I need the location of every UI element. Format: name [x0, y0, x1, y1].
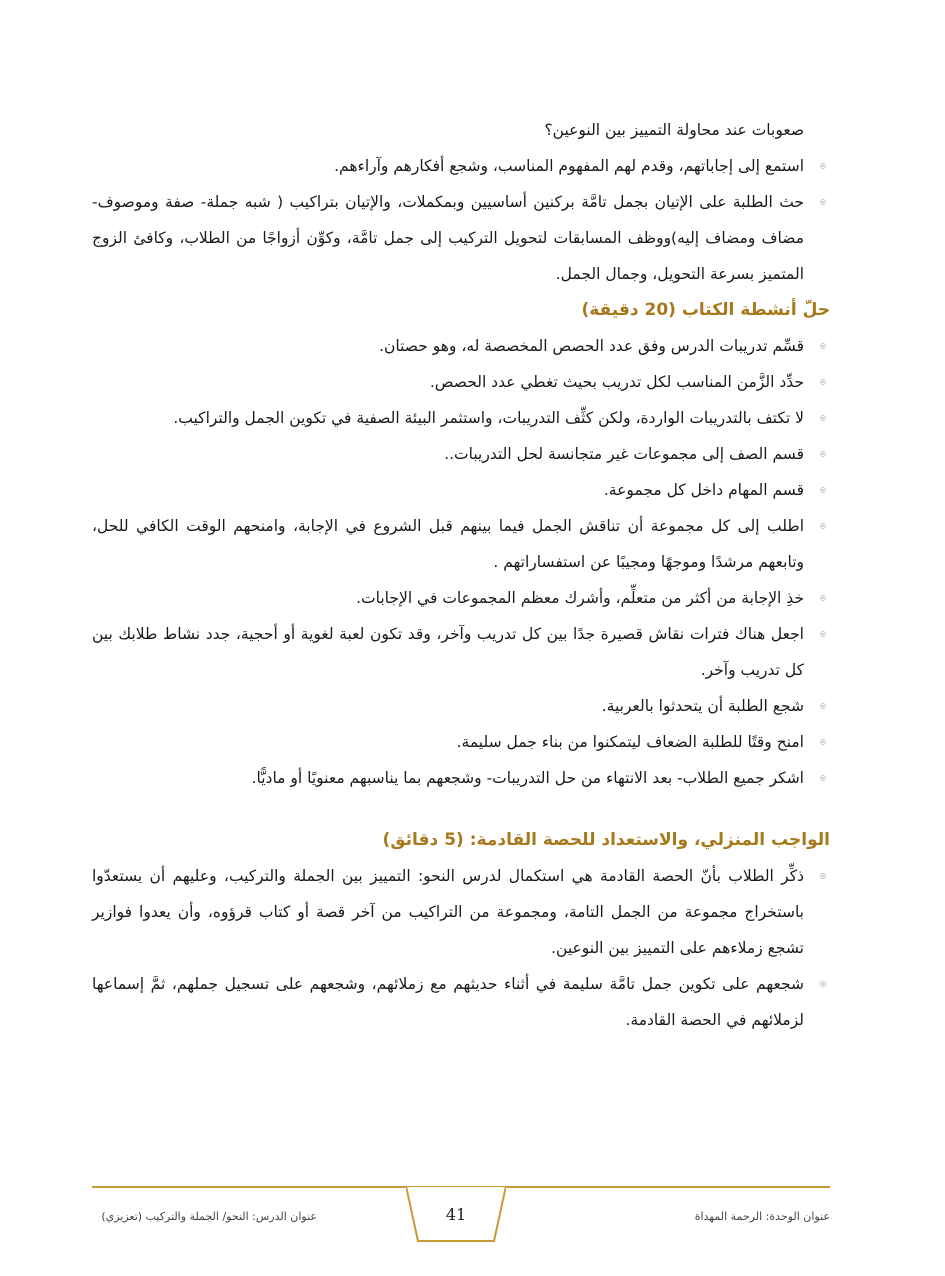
list-item: شجعهم على تكوين جمل تامَّة سليمة في أثناء حديثهم مع زملائهم، وشجعهم على تسجيل جملهم، ثمَّ إسماعها لزملائهم في الحصة القادمة.	[92, 966, 830, 1038]
bullet-icon	[820, 343, 826, 349]
list-item: اجعل هناك فترات نقاش قصيرة جدًا بين كل تدريب وآخر، وقد تكون لعبة لغوية أو أحجية، جدد نشاط طلابك بين كل تدريب وآخر.	[92, 616, 830, 688]
list-item: حدِّد الزَّمن المناسب لكل تدريب بحيث تغطي عدد الحصص.	[92, 364, 830, 400]
bullet-icon	[820, 415, 826, 421]
list-item: شجع الطلبة أن يتحدثوا بالعربية.	[92, 688, 830, 724]
unit-title: عنوان الوحدة: الرحمة المهداة	[694, 1210, 830, 1223]
bullet-icon	[820, 873, 826, 879]
intro-line: صعوبات عند محاولة التمييز بين النوعين؟	[544, 121, 804, 139]
homework-list	[92, 858, 830, 1038]
bullet-icon	[820, 703, 826, 709]
list-item: خذِ الإجابة من أكثر من متعلِّم، وأشرك معظم المجموعات في الإجابات.	[92, 580, 830, 616]
list-item: اشكر جميع الطلاب- بعد الانتهاء من حل التدريبات- وشجعهم بما يناسبهم معنويًا أو ماديًّا.	[92, 760, 830, 796]
tips-list	[92, 148, 830, 292]
list-item: قسم الصف إلى مجموعات غير متجانسة لحل التدريبات..	[92, 436, 830, 472]
book-activities-list	[92, 328, 830, 796]
bullet-icon	[820, 379, 826, 385]
bullet-icon	[820, 523, 826, 529]
list-item: قسم المهام داخل كل مجموعة.	[92, 472, 830, 508]
page-number: 41	[445, 1205, 467, 1224]
bullet-icon	[820, 163, 826, 169]
bullet-icon	[820, 595, 826, 601]
list-item: قسِّم تدريبات الدرس وفق عدد الحصص المخصصة له، وهو حصتان.	[92, 328, 830, 364]
section-heading-book-activities: حلّ أنشطة الكتاب (20 دقيقة)	[581, 300, 830, 320]
bullet-icon	[820, 487, 826, 493]
bullet-icon	[820, 631, 826, 637]
bullet-icon	[820, 199, 826, 205]
page-content	[92, 112, 830, 1038]
list-item: استمع إلى إجاباتهم، وقدم لهم المفهوم المناسب، وشجع أفكارهم وآراءهم.	[92, 148, 830, 184]
lesson-title: عنوان الدرس: النحو/ الجملة والتركيب (تعزيزي)	[101, 1210, 317, 1223]
bullet-icon	[820, 775, 826, 781]
list-item: ذكِّر الطلاب بأنّ الحصة القادمة هي استكمال لدرس النحو: التمييز بين الجملة والتركيب، وعليهم أن يستعدّوا باستخراج مجموعة من الجمل التامة، ومجموعة من التراكيب من آخر قصة أو كتاب قرؤوه، وأن يعدوا فوازير تشجع زملاءهم على التمييز بين النوعين.	[92, 858, 830, 966]
bullet-icon	[820, 981, 826, 987]
list-item: لا تكتف بالتدريبات الواردة، ولكن كثِّف التدريبات، واستثمر البيئة الصفية في تكوين الجمل والتراكيب.	[92, 400, 830, 436]
section-heading-homework: الواجب المنزلي، والاستعداد للحصة القادمة: (5 دقائق)	[382, 830, 830, 850]
list-item: حث الطلبة على الإتيان بجمل تامَّة بركنين أساسيين وبمكملات، والإتيان بتراكيب ( شبه جملة- صفة وموصوف- مضاف ومضاف إليه)ووظف المسابقات لتحويل التركيب إلى جمل تامَّة، وكوِّن أزواجًا من الطلاب، وكافئ الزوج المتميز بسرعة التحويل، وجمال الجمل.	[92, 184, 830, 292]
bullet-icon	[820, 451, 826, 457]
list-item: امنح وقتًا للطلبة الضعاف ليتمكنوا من بناء جمل سليمة.	[92, 724, 830, 760]
bullet-icon	[820, 739, 826, 745]
list-item: اطلب إلى كل مجموعة أن تناقش الجمل فيما بينهم قبل الشروع في الإجابة، وامنحهم الوقت الكافي للحل، وتابعهم مرشدًا وموجهًا ومجيبًا عن استفساراتهم .	[92, 508, 830, 580]
